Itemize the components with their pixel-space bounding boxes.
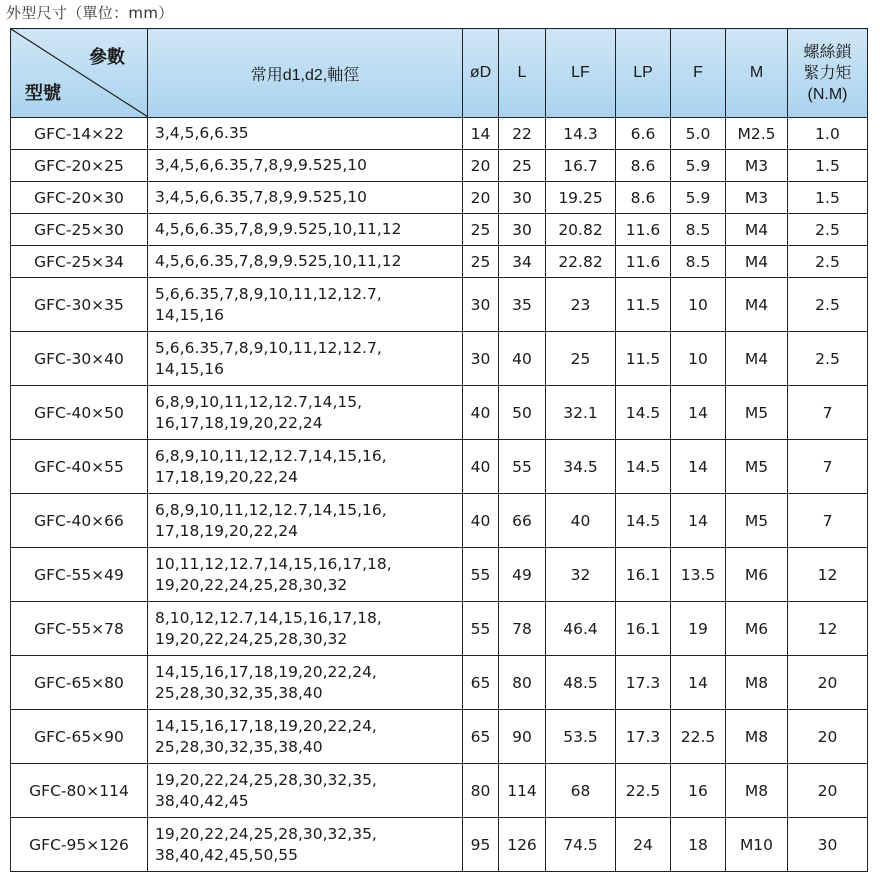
table-row <box>11 548 868 602</box>
lp-cell: 14.5 <box>616 494 671 548</box>
shaft-diameters-line: 25,28,30,32,35,38,40 <box>155 683 323 702</box>
lf-cell: 16.7 <box>546 150 616 182</box>
outer-diameter-cell: 25 <box>463 214 499 246</box>
table-row <box>11 118 868 150</box>
table-row <box>11 332 868 386</box>
torque-cell: 1.5 <box>788 150 868 182</box>
lp-cell: 8.6 <box>616 182 671 214</box>
lf-cell: 46.4 <box>546 602 616 656</box>
outer-diameter-cell: 14 <box>463 118 499 150</box>
f-cell: 14 <box>671 494 726 548</box>
length-cell: 90 <box>499 710 546 764</box>
lp-cell: 11.6 <box>616 214 671 246</box>
header-corner-cell <box>11 29 148 118</box>
torque-cell: 20 <box>788 710 868 764</box>
shaft-diameters-cell <box>148 818 463 872</box>
lf-cell: 48.5 <box>546 656 616 710</box>
lf-cell: 14.3 <box>546 118 616 150</box>
f-cell: 5.9 <box>671 150 726 182</box>
lp-cell: 11.5 <box>616 332 671 386</box>
spec-table <box>10 28 868 872</box>
shaft-diameters-line: 25,28,30,32,35,38,40 <box>155 737 323 756</box>
length-cell: 40 <box>499 332 546 386</box>
outer-diameter-cell: 20 <box>463 150 499 182</box>
length-cell: 49 <box>499 548 546 602</box>
shaft-diameters-line: 14,15,16 <box>155 305 225 324</box>
outer-diameter-cell: 40 <box>463 386 499 440</box>
header-lf: LF <box>546 29 616 118</box>
torque-cell: 2.5 <box>788 278 868 332</box>
table-caption: 外型尺寸（單位：mm） <box>6 4 174 22</box>
shaft-diameters-line: 14,15,16,17,18,19,20,22,24, <box>155 662 377 681</box>
shaft-diameters-cell <box>148 246 463 278</box>
model-cell: GFC-65×80 <box>11 656 148 710</box>
outer-diameter-cell: 95 <box>463 818 499 872</box>
header-length: L <box>499 29 546 118</box>
outer-diameter-cell: 20 <box>463 182 499 214</box>
lp-cell: 16.1 <box>616 548 671 602</box>
model-cell: GFC-40×50 <box>11 386 148 440</box>
lp-cell: 8.6 <box>616 150 671 182</box>
lf-cell: 32.1 <box>546 386 616 440</box>
lp-cell: 22.5 <box>616 764 671 818</box>
length-cell: 30 <box>499 182 546 214</box>
table-row <box>11 602 868 656</box>
shaft-diameters-line: 17,18,19,20,22,24 <box>155 467 298 486</box>
lf-cell: 68 <box>546 764 616 818</box>
lp-cell: 16.1 <box>616 602 671 656</box>
torque-cell: 2.5 <box>788 214 868 246</box>
torque-cell: 7 <box>788 494 868 548</box>
length-cell: 25 <box>499 150 546 182</box>
length-cell: 22 <box>499 118 546 150</box>
lf-cell: 74.5 <box>546 818 616 872</box>
length-cell: 35 <box>499 278 546 332</box>
outer-diameter-cell: 30 <box>463 332 499 386</box>
header-torque <box>788 29 868 118</box>
shaft-diameters-cell <box>148 440 463 494</box>
lp-cell: 17.3 <box>616 710 671 764</box>
shaft-diameters-line: 5,6,6.35,7,8,9,10,11,12,12.7, <box>155 338 382 357</box>
model-cell: GFC-95×126 <box>11 818 148 872</box>
shaft-diameters-line: 38,40,42,45 <box>155 791 249 810</box>
lf-cell: 22.82 <box>546 246 616 278</box>
shaft-diameters-line: 10,11,12,12.7,14,15,16,17,18, <box>155 554 392 573</box>
shaft-diameters-cell <box>148 656 463 710</box>
shaft-diameters-cell <box>148 278 463 332</box>
table-row <box>11 818 868 872</box>
length-cell: 78 <box>499 602 546 656</box>
model-cell: GFC-25×34 <box>11 246 148 278</box>
header-torque-line2: 緊力矩 <box>803 64 852 82</box>
screw-size-cell: M10 <box>726 818 788 872</box>
table-row <box>11 386 868 440</box>
lf-cell: 34.5 <box>546 440 616 494</box>
lp-cell: 6.6 <box>616 118 671 150</box>
lp-cell: 11.6 <box>616 246 671 278</box>
screw-size-cell: M3 <box>726 150 788 182</box>
lp-cell: 14.5 <box>616 386 671 440</box>
outer-diameter-cell: 65 <box>463 710 499 764</box>
screw-size-cell: M4 <box>726 332 788 386</box>
model-cell: GFC-65×90 <box>11 710 148 764</box>
torque-cell: 1.0 <box>788 118 868 150</box>
shaft-diameters-line: 6,8,9,10,11,12,12.7,14,15,16, <box>155 446 387 465</box>
header-shaft-diameter: 常用d1,d2,軸徑 <box>148 29 463 118</box>
model-cell: GFC-80×114 <box>11 764 148 818</box>
screw-size-cell: M6 <box>726 602 788 656</box>
screw-size-cell: M5 <box>726 386 788 440</box>
shaft-diameters-line: 17,18,19,20,22,24 <box>155 521 298 540</box>
shaft-diameters-line: 4,5,6,6.35,7,8,9,9.525,10,11,12 <box>155 220 402 238</box>
f-cell: 5.9 <box>671 182 726 214</box>
shaft-diameters-line: 5,6,6.35,7,8,9,10,11,12,12.7, <box>155 284 382 303</box>
torque-cell: 7 <box>788 386 868 440</box>
f-cell: 19 <box>671 602 726 656</box>
shaft-diameters-line: 38,40,42,45,50,55 <box>155 845 298 864</box>
f-cell: 14 <box>671 386 726 440</box>
length-cell: 126 <box>499 818 546 872</box>
shaft-diameters-line: 6,8,9,10,11,12,12.7,14,15,16, <box>155 500 387 519</box>
screw-size-cell: M8 <box>726 710 788 764</box>
outer-diameter-cell: 55 <box>463 548 499 602</box>
screw-size-cell: M4 <box>726 214 788 246</box>
table-row <box>11 764 868 818</box>
header-torque-line1: 螺絲鎖 <box>803 43 852 61</box>
header-lp: LP <box>616 29 671 118</box>
length-cell: 50 <box>499 386 546 440</box>
shaft-diameters-cell <box>148 118 463 150</box>
f-cell: 10 <box>671 332 726 386</box>
model-cell: GFC-30×35 <box>11 278 148 332</box>
torque-cell: 2.5 <box>788 246 868 278</box>
length-cell: 55 <box>499 440 546 494</box>
shaft-diameters-cell <box>148 602 463 656</box>
torque-cell: 1.5 <box>788 182 868 214</box>
f-cell: 8.5 <box>671 246 726 278</box>
f-cell: 18 <box>671 818 726 872</box>
shaft-diameters-cell <box>148 332 463 386</box>
screw-size-cell: M3 <box>726 182 788 214</box>
f-cell: 5.0 <box>671 118 726 150</box>
lf-cell: 32 <box>546 548 616 602</box>
f-cell: 13.5 <box>671 548 726 602</box>
shaft-diameters-line: 4,5,6,6.35,7,8,9,9.525,10,11,12 <box>155 252 402 270</box>
outer-diameter-cell: 40 <box>463 440 499 494</box>
torque-cell: 20 <box>788 656 868 710</box>
outer-diameter-cell: 80 <box>463 764 499 818</box>
screw-size-cell: M8 <box>726 656 788 710</box>
header-parameter-label: 參數 <box>89 47 125 67</box>
lp-cell: 11.5 <box>616 278 671 332</box>
torque-cell: 2.5 <box>788 332 868 386</box>
lf-cell: 19.25 <box>546 182 616 214</box>
shaft-diameters-cell <box>148 764 463 818</box>
lf-cell: 23 <box>546 278 616 332</box>
table-row <box>11 440 868 494</box>
torque-cell: 7 <box>788 440 868 494</box>
torque-cell: 20 <box>788 764 868 818</box>
header-screw-m: M <box>726 29 788 118</box>
model-cell: GFC-40×66 <box>11 494 148 548</box>
shaft-diameters-line: 19,20,22,24,25,28,30,32,35, <box>155 824 377 843</box>
shaft-diameters-line: 3,4,5,6,6.35,7,8,9,9.525,10 <box>155 188 367 206</box>
f-cell: 22.5 <box>671 710 726 764</box>
shaft-diameters-cell <box>148 182 463 214</box>
shaft-diameters-cell <box>148 710 463 764</box>
table-row <box>11 494 868 548</box>
f-cell: 14 <box>671 440 726 494</box>
table-row <box>11 182 868 214</box>
model-cell: GFC-20×25 <box>11 150 148 182</box>
shaft-diameters-cell <box>148 150 463 182</box>
table-row <box>11 214 868 246</box>
torque-cell: 30 <box>788 818 868 872</box>
shaft-diameters-line: 19,20,22,24,25,28,30,32 <box>155 575 348 594</box>
shaft-diameters-line: 19,20,22,24,25,28,30,32 <box>155 629 348 648</box>
header-outer-diameter: øD <box>463 29 499 118</box>
lp-cell: 17.3 <box>616 656 671 710</box>
table-row <box>11 278 868 332</box>
table-row <box>11 656 868 710</box>
shaft-diameters-cell <box>148 386 463 440</box>
shaft-diameters-line: 16,17,18,19,20,22,24 <box>155 413 323 432</box>
model-cell: GFC-55×49 <box>11 548 148 602</box>
screw-size-cell: M4 <box>726 246 788 278</box>
model-cell: GFC-14×22 <box>11 118 148 150</box>
f-cell: 10 <box>671 278 726 332</box>
screw-size-cell: M8 <box>726 764 788 818</box>
shaft-diameters-cell <box>148 214 463 246</box>
length-cell: 80 <box>499 656 546 710</box>
screw-size-cell: M5 <box>726 440 788 494</box>
lp-cell: 14.5 <box>616 440 671 494</box>
screw-size-cell: M5 <box>726 494 788 548</box>
length-cell: 30 <box>499 214 546 246</box>
shaft-diameters-line: 19,20,22,24,25,28,30,32,35, <box>155 770 377 789</box>
torque-cell: 12 <box>788 548 868 602</box>
model-cell: GFC-30×40 <box>11 332 148 386</box>
table-header <box>11 29 868 118</box>
shaft-diameters-line: 14,15,16 <box>155 359 225 378</box>
table-row <box>11 710 868 764</box>
model-cell: GFC-20×30 <box>11 182 148 214</box>
length-cell: 66 <box>499 494 546 548</box>
lp-cell: 24 <box>616 818 671 872</box>
torque-cell: 12 <box>788 602 868 656</box>
outer-diameter-cell: 55 <box>463 602 499 656</box>
shaft-diameters-line: 3,4,5,6,6.35,7,8,9,9.525,10 <box>155 156 367 174</box>
model-cell: GFC-55×78 <box>11 602 148 656</box>
outer-diameter-cell: 65 <box>463 656 499 710</box>
shaft-diameters-cell <box>148 494 463 548</box>
header-torque-line3: (N.M) <box>807 85 848 103</box>
length-cell: 114 <box>499 764 546 818</box>
table-row <box>11 150 868 182</box>
header-model-label: 型號 <box>25 83 61 103</box>
f-cell: 8.5 <box>671 214 726 246</box>
outer-diameter-cell: 30 <box>463 278 499 332</box>
shaft-diameters-line: 6,8,9,10,11,12,12.7,14,15, <box>155 392 363 411</box>
table-row <box>11 246 868 278</box>
outer-diameter-cell: 40 <box>463 494 499 548</box>
shaft-diameters-line: 3,4,5,6,6.35 <box>155 124 249 142</box>
shaft-diameters-cell <box>148 548 463 602</box>
f-cell: 14 <box>671 656 726 710</box>
screw-size-cell: M2.5 <box>726 118 788 150</box>
outer-diameter-cell: 25 <box>463 246 499 278</box>
header-f: F <box>671 29 726 118</box>
screw-size-cell: M4 <box>726 278 788 332</box>
lf-cell: 25 <box>546 332 616 386</box>
lf-cell: 40 <box>546 494 616 548</box>
shaft-diameters-line: 8,10,12,12.7,14,15,16,17,18, <box>155 608 382 627</box>
model-cell: GFC-40×55 <box>11 440 148 494</box>
lf-cell: 53.5 <box>546 710 616 764</box>
shaft-diameters-line: 14,15,16,17,18,19,20,22,24, <box>155 716 377 735</box>
lf-cell: 20.82 <box>546 214 616 246</box>
table-body <box>11 118 868 872</box>
length-cell: 34 <box>499 246 546 278</box>
model-cell: GFC-25×30 <box>11 214 148 246</box>
screw-size-cell: M6 <box>726 548 788 602</box>
f-cell: 16 <box>671 764 726 818</box>
